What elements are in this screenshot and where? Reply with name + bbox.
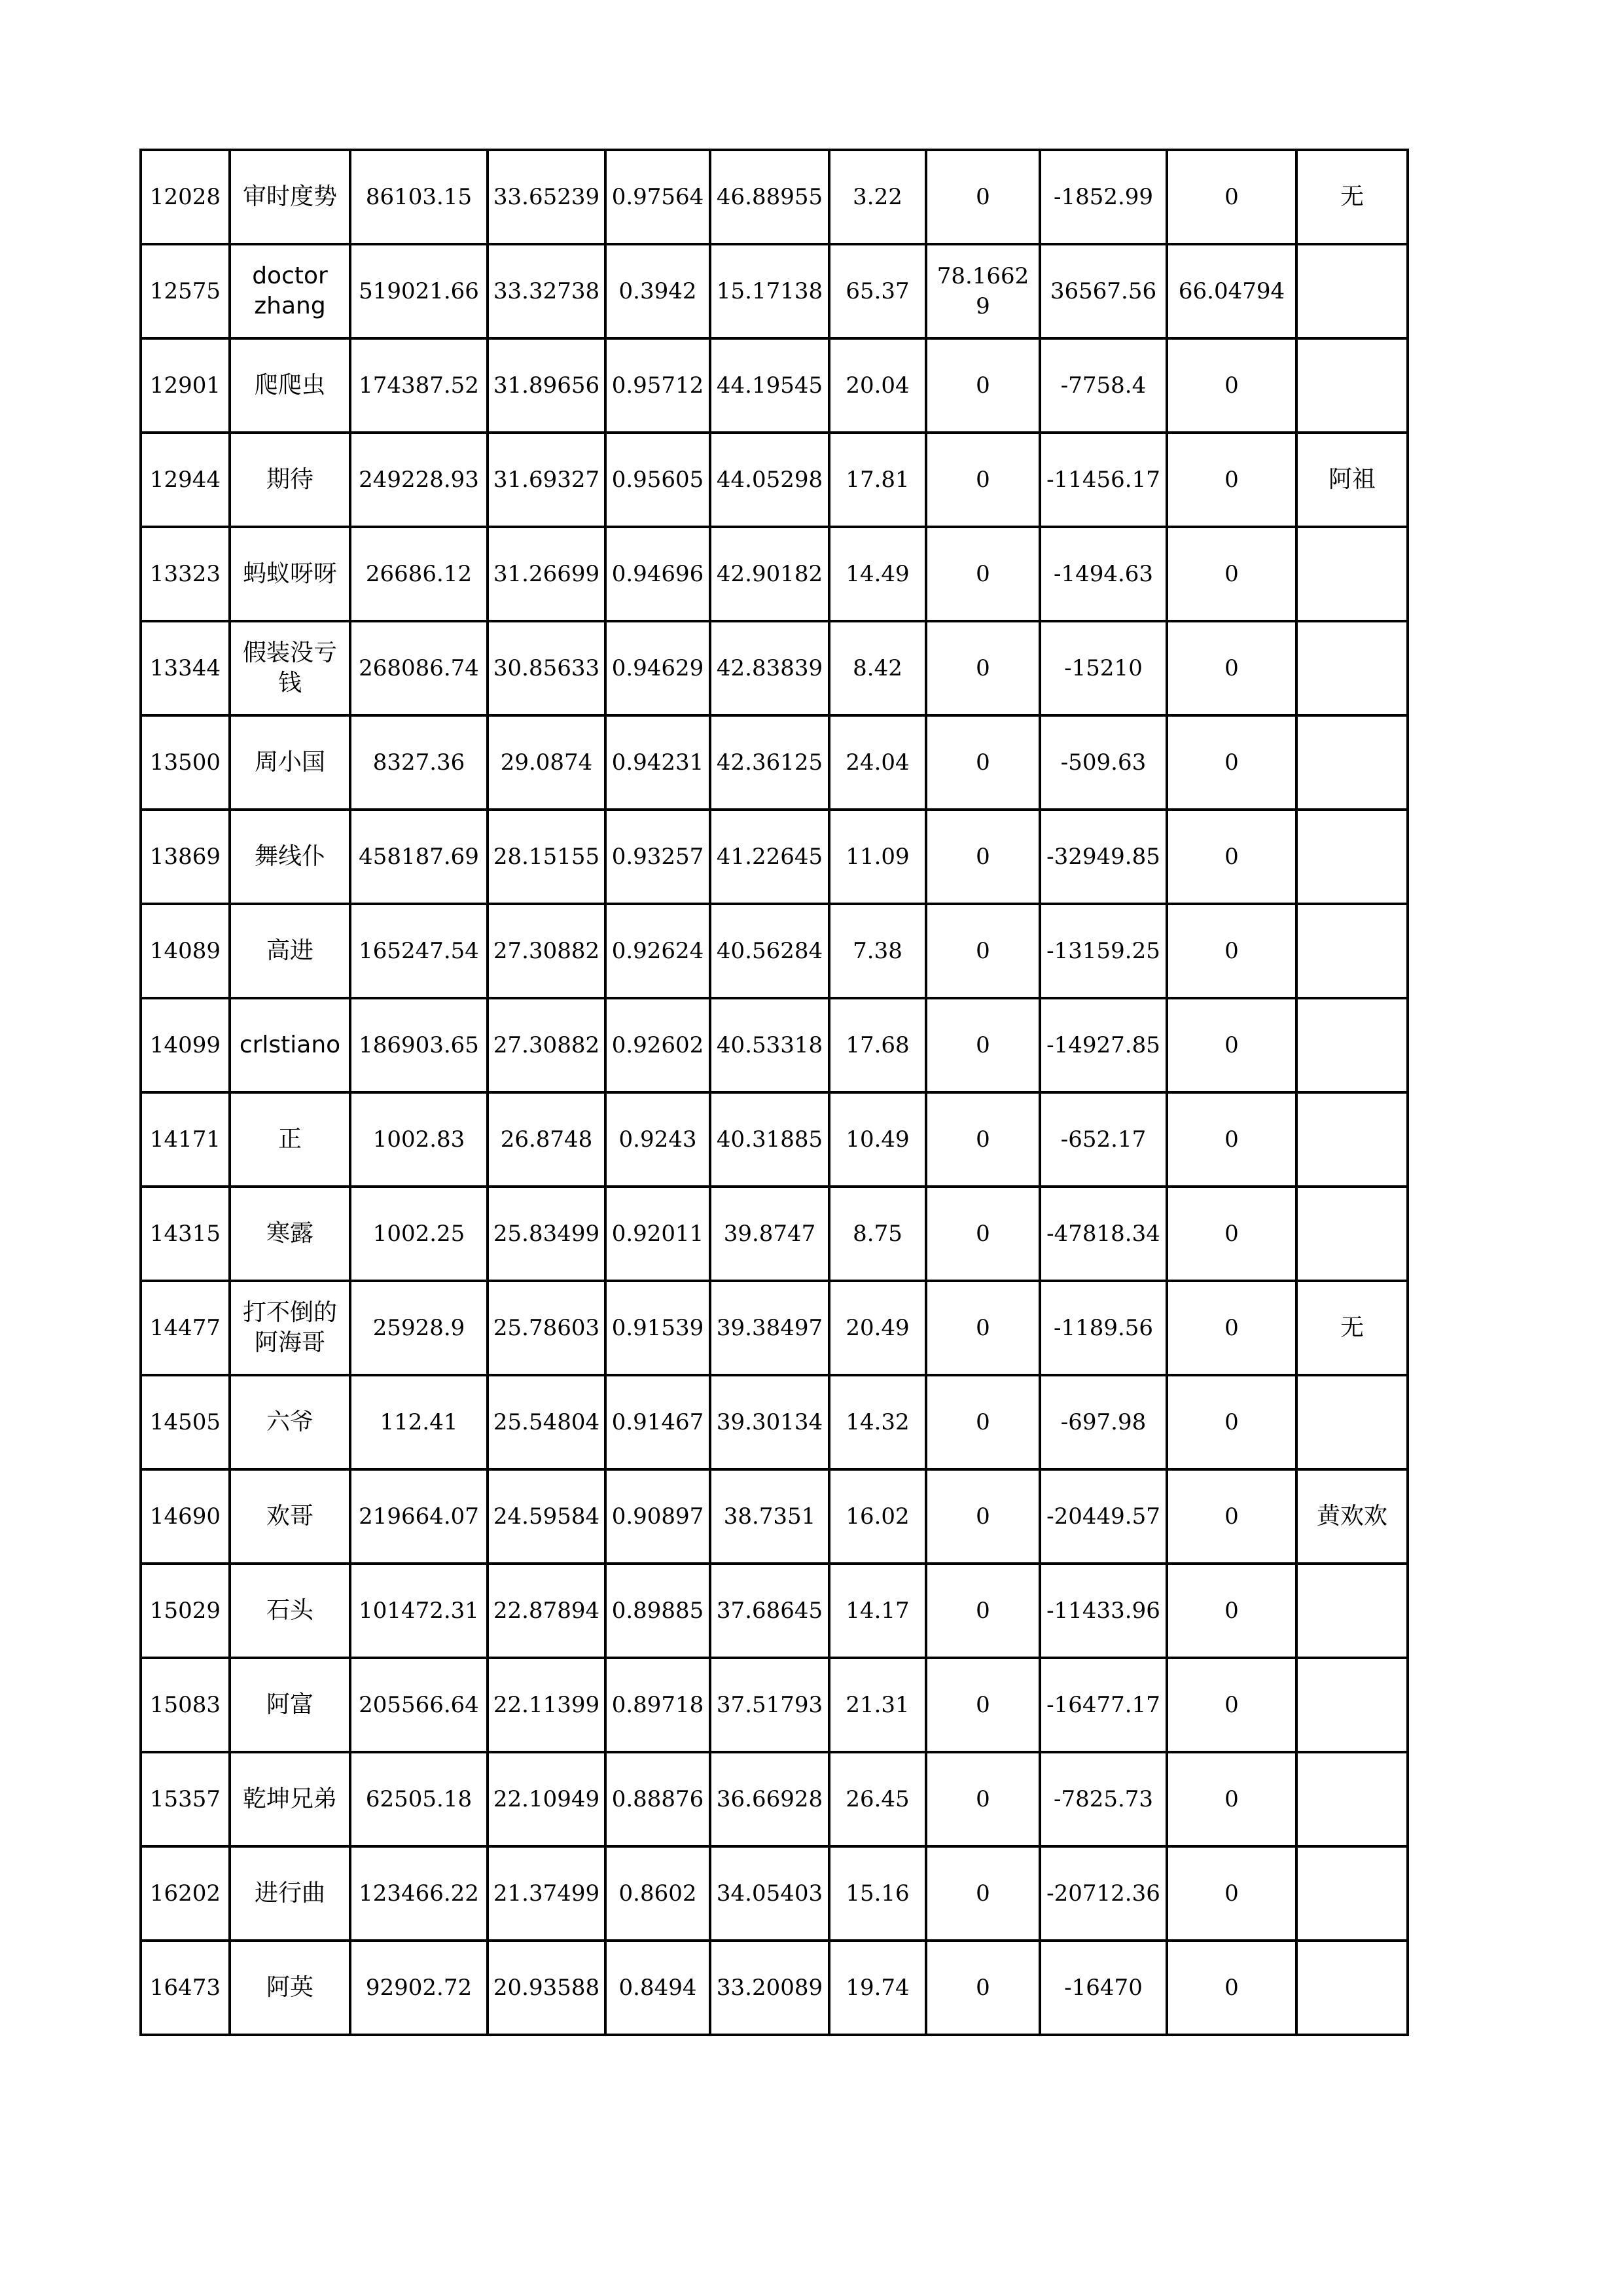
table-row (141, 1469, 1408, 1564)
id-cell: 16473 (141, 1941, 230, 2035)
amount-cell: 25928.9 (350, 1281, 488, 1375)
table-row (141, 433, 1408, 527)
table-row (141, 810, 1408, 904)
id-cell: 14690 (141, 1469, 230, 1564)
balance-cell: -15210 (1040, 621, 1167, 715)
id-cell: 14477 (141, 1281, 230, 1375)
note-cell (1296, 338, 1408, 433)
value-a-cell: 22.10949 (488, 1752, 605, 1846)
table-row (141, 1941, 1408, 2035)
amount-cell: 174387.52 (350, 338, 488, 433)
value-e-cell: 0 (1167, 904, 1296, 998)
value-d-cell: 0 (926, 904, 1040, 998)
id-cell: 14099 (141, 998, 230, 1092)
value-e-cell: 0 (1167, 715, 1296, 810)
value-d-cell: 0 (926, 433, 1040, 527)
value-e-cell: 0 (1167, 1846, 1296, 1941)
balance-cell: -20712.36 (1040, 1846, 1167, 1941)
value-e-cell: 0 (1167, 1092, 1296, 1187)
name-cell: 蚂蚁呀呀 (230, 527, 350, 621)
value-c-cell: 24.04 (829, 715, 926, 810)
value-c-cell: 65.37 (829, 244, 926, 338)
value-a-cell: 27.30882 (488, 904, 605, 998)
name-cell: 进行曲 (230, 1846, 350, 1941)
table-body (141, 150, 1408, 2035)
ratio-cell: 0.89718 (605, 1658, 710, 1752)
balance-cell: 36567.56 (1040, 244, 1167, 338)
value-c-cell: 3.22 (829, 150, 926, 244)
value-a-cell: 26.8748 (488, 1092, 605, 1187)
balance-cell: -1494.63 (1040, 527, 1167, 621)
id-cell: 15083 (141, 1658, 230, 1752)
table-row (141, 1658, 1408, 1752)
value-c-cell: 19.74 (829, 1941, 926, 2035)
name-cell: 打不倒的阿海哥 (230, 1281, 350, 1375)
value-a-cell: 31.69327 (488, 433, 605, 527)
table-row (141, 150, 1408, 244)
value-a-cell: 29.0874 (488, 715, 605, 810)
note-cell (1296, 1375, 1408, 1469)
note-cell: 黄欢欢 (1296, 1469, 1408, 1564)
note-cell (1296, 1846, 1408, 1941)
name-cell: 欢哥 (230, 1469, 350, 1564)
note-cell (1296, 998, 1408, 1092)
table-row (141, 715, 1408, 810)
value-a-cell: 28.15155 (488, 810, 605, 904)
balance-cell: -47818.34 (1040, 1187, 1167, 1281)
value-d-cell: 0 (926, 1469, 1040, 1564)
value-c-cell: 17.68 (829, 998, 926, 1092)
value-e-cell: 0 (1167, 1564, 1296, 1658)
id-cell: 13323 (141, 527, 230, 621)
ratio-cell: 0.94231 (605, 715, 710, 810)
value-a-cell: 22.87894 (488, 1564, 605, 1658)
ratio-cell: 0.89885 (605, 1564, 710, 1658)
ratio-cell: 0.92624 (605, 904, 710, 998)
amount-cell: 165247.54 (350, 904, 488, 998)
value-b-cell: 41.22645 (710, 810, 829, 904)
value-e-cell: 0 (1167, 810, 1296, 904)
name-cell: 高进 (230, 904, 350, 998)
value-d-cell: 0 (926, 998, 1040, 1092)
id-cell: 12028 (141, 150, 230, 244)
value-b-cell: 40.56284 (710, 904, 829, 998)
amount-cell: 1002.25 (350, 1187, 488, 1281)
amount-cell: 101472.31 (350, 1564, 488, 1658)
ratio-cell: 0.88876 (605, 1752, 710, 1846)
note-cell: 无 (1296, 1281, 1408, 1375)
amount-cell: 86103.15 (350, 150, 488, 244)
value-e-cell: 0 (1167, 1469, 1296, 1564)
table-row (141, 1846, 1408, 1941)
id-cell: 14315 (141, 1187, 230, 1281)
value-c-cell: 7.38 (829, 904, 926, 998)
value-a-cell: 24.59584 (488, 1469, 605, 1564)
balance-cell: -652.17 (1040, 1092, 1167, 1187)
value-d-cell: 0 (926, 527, 1040, 621)
balance-cell: -7825.73 (1040, 1752, 1167, 1846)
value-a-cell: 30.85633 (488, 621, 605, 715)
ratio-cell: 0.8602 (605, 1846, 710, 1941)
note-cell (1296, 244, 1408, 338)
ratio-cell: 0.95605 (605, 433, 710, 527)
table-row (141, 338, 1408, 433)
value-d-cell: 0 (926, 810, 1040, 904)
value-c-cell: 14.49 (829, 527, 926, 621)
name-cell: 阿英 (230, 1941, 350, 2035)
amount-cell: 219664.07 (350, 1469, 488, 1564)
balance-cell: -11433.96 (1040, 1564, 1167, 1658)
amount-cell: 26686.12 (350, 527, 488, 621)
value-c-cell: 14.32 (829, 1375, 926, 1469)
balance-cell: -32949.85 (1040, 810, 1167, 904)
name-cell: 阿富 (230, 1658, 350, 1752)
value-b-cell: 39.30134 (710, 1375, 829, 1469)
amount-cell: 205566.64 (350, 1658, 488, 1752)
value-b-cell: 40.53318 (710, 998, 829, 1092)
amount-cell: 123466.22 (350, 1846, 488, 1941)
value-b-cell: 39.38497 (710, 1281, 829, 1375)
value-e-cell: 0 (1167, 338, 1296, 433)
table-row (141, 527, 1408, 621)
value-d-cell: 0 (926, 1564, 1040, 1658)
id-cell: 12944 (141, 433, 230, 527)
balance-cell: -1852.99 (1040, 150, 1167, 244)
ratio-cell: 0.94629 (605, 621, 710, 715)
id-cell: 13500 (141, 715, 230, 810)
note-cell: 无 (1296, 150, 1408, 244)
name-cell: crlstiano (230, 998, 350, 1092)
value-e-cell: 0 (1167, 433, 1296, 527)
value-b-cell: 44.05298 (710, 433, 829, 527)
balance-cell: -16477.17 (1040, 1658, 1167, 1752)
amount-cell: 1002.83 (350, 1092, 488, 1187)
value-b-cell: 40.31885 (710, 1092, 829, 1187)
value-c-cell: 8.75 (829, 1187, 926, 1281)
note-cell (1296, 621, 1408, 715)
note-cell (1296, 1658, 1408, 1752)
value-b-cell: 42.90182 (710, 527, 829, 621)
table-row (141, 1281, 1408, 1375)
balance-cell: -509.63 (1040, 715, 1167, 810)
value-d-cell: 0 (926, 621, 1040, 715)
amount-cell: 186903.65 (350, 998, 488, 1092)
ratio-cell: 0.95712 (605, 338, 710, 433)
table-row (141, 1187, 1408, 1281)
amount-cell: 8327.36 (350, 715, 488, 810)
value-e-cell: 0 (1167, 621, 1296, 715)
value-b-cell: 42.36125 (710, 715, 829, 810)
value-b-cell: 36.66928 (710, 1752, 829, 1846)
value-c-cell: 15.16 (829, 1846, 926, 1941)
value-e-cell: 0 (1167, 998, 1296, 1092)
balance-cell: -697.98 (1040, 1375, 1167, 1469)
value-e-cell: 0 (1167, 1281, 1296, 1375)
value-d-cell: 0 (926, 1658, 1040, 1752)
value-c-cell: 21.31 (829, 1658, 926, 1752)
note-cell (1296, 715, 1408, 810)
amount-cell: 519021.66 (350, 244, 488, 338)
amount-cell: 249228.93 (350, 433, 488, 527)
value-d-cell: 0 (926, 1752, 1040, 1846)
table-row (141, 998, 1408, 1092)
ratio-cell: 0.91539 (605, 1281, 710, 1375)
amount-cell: 268086.74 (350, 621, 488, 715)
value-d-cell: 0 (926, 1281, 1040, 1375)
note-cell (1296, 1564, 1408, 1658)
name-cell: 石头 (230, 1564, 350, 1658)
table-row (141, 1092, 1408, 1187)
name-cell: 六爷 (230, 1375, 350, 1469)
value-a-cell: 33.65239 (488, 150, 605, 244)
note-cell (1296, 810, 1408, 904)
id-cell: 12575 (141, 244, 230, 338)
value-d-cell: 0 (926, 1187, 1040, 1281)
value-c-cell: 14.17 (829, 1564, 926, 1658)
value-b-cell: 15.17138 (710, 244, 829, 338)
id-cell: 14171 (141, 1092, 230, 1187)
name-cell: 假装没亏钱 (230, 621, 350, 715)
table-row (141, 1375, 1408, 1469)
amount-cell: 62505.18 (350, 1752, 488, 1846)
value-d-cell: 0 (926, 1846, 1040, 1941)
value-b-cell: 37.68645 (710, 1564, 829, 1658)
ratio-cell: 0.3942 (605, 244, 710, 338)
name-cell: 正 (230, 1092, 350, 1187)
id-cell: 13869 (141, 810, 230, 904)
value-d-cell: 0 (926, 150, 1040, 244)
ratio-cell: 0.94696 (605, 527, 710, 621)
value-a-cell: 31.89656 (488, 338, 605, 433)
value-e-cell: 0 (1167, 1187, 1296, 1281)
note-cell (1296, 1941, 1408, 2035)
name-cell: doctor zhang (230, 244, 350, 338)
name-cell: 期待 (230, 433, 350, 527)
ratio-cell: 0.97564 (605, 150, 710, 244)
value-c-cell: 16.02 (829, 1469, 926, 1564)
name-cell: 周小国 (230, 715, 350, 810)
id-cell: 14089 (141, 904, 230, 998)
value-a-cell: 25.54804 (488, 1375, 605, 1469)
id-cell: 16202 (141, 1846, 230, 1941)
value-d-cell: 0 (926, 1092, 1040, 1187)
value-e-cell: 0 (1167, 527, 1296, 621)
table-row (141, 904, 1408, 998)
ratio-cell: 0.90897 (605, 1469, 710, 1564)
id-cell: 15357 (141, 1752, 230, 1846)
value-b-cell: 37.51793 (710, 1658, 829, 1752)
id-cell: 13344 (141, 621, 230, 715)
value-c-cell: 26.45 (829, 1752, 926, 1846)
value-c-cell: 10.49 (829, 1092, 926, 1187)
balance-cell: -11456.17 (1040, 433, 1167, 527)
value-a-cell: 31.26699 (488, 527, 605, 621)
ratio-cell: 0.93257 (605, 810, 710, 904)
name-cell: 寒露 (230, 1187, 350, 1281)
value-b-cell: 38.7351 (710, 1469, 829, 1564)
value-d-cell: 78.16629 (926, 244, 1040, 338)
id-cell: 14505 (141, 1375, 230, 1469)
value-a-cell: 33.32738 (488, 244, 605, 338)
note-cell (1296, 527, 1408, 621)
value-c-cell: 8.42 (829, 621, 926, 715)
balance-cell: -13159.25 (1040, 904, 1167, 998)
ratio-cell: 0.9243 (605, 1092, 710, 1187)
value-b-cell: 33.20089 (710, 1941, 829, 2035)
ratio-cell: 0.8494 (605, 1941, 710, 2035)
value-b-cell: 46.88955 (710, 150, 829, 244)
value-e-cell: 0 (1167, 150, 1296, 244)
note-cell (1296, 904, 1408, 998)
note-cell (1296, 1092, 1408, 1187)
value-b-cell: 44.19545 (710, 338, 829, 433)
ratio-cell: 0.91467 (605, 1375, 710, 1469)
amount-cell: 112.41 (350, 1375, 488, 1469)
id-cell: 12901 (141, 338, 230, 433)
balance-cell: -16470 (1040, 1941, 1167, 2035)
balance-cell: -20449.57 (1040, 1469, 1167, 1564)
value-a-cell: 21.37499 (488, 1846, 605, 1941)
value-c-cell: 17.81 (829, 433, 926, 527)
id-cell: 15029 (141, 1564, 230, 1658)
value-c-cell: 20.49 (829, 1281, 926, 1375)
value-e-cell: 0 (1167, 1375, 1296, 1469)
value-a-cell: 22.11399 (488, 1658, 605, 1752)
value-e-cell: 0 (1167, 1941, 1296, 2035)
table-row (141, 621, 1408, 715)
table-row (141, 1564, 1408, 1658)
amount-cell: 458187.69 (350, 810, 488, 904)
value-e-cell: 66.04794 (1167, 244, 1296, 338)
value-c-cell: 11.09 (829, 810, 926, 904)
value-b-cell: 42.83839 (710, 621, 829, 715)
balance-cell: -7758.4 (1040, 338, 1167, 433)
value-d-cell: 0 (926, 1375, 1040, 1469)
value-d-cell: 0 (926, 1941, 1040, 2035)
table-row (141, 244, 1408, 338)
ratio-cell: 0.92602 (605, 998, 710, 1092)
value-e-cell: 0 (1167, 1752, 1296, 1846)
name-cell: 审时度势 (230, 150, 350, 244)
note-cell: 阿祖 (1296, 433, 1408, 527)
value-d-cell: 0 (926, 338, 1040, 433)
value-a-cell: 25.83499 (488, 1187, 605, 1281)
value-b-cell: 34.05403 (710, 1846, 829, 1941)
ratio-cell: 0.92011 (605, 1187, 710, 1281)
value-b-cell: 39.8747 (710, 1187, 829, 1281)
value-d-cell: 0 (926, 715, 1040, 810)
value-c-cell: 20.04 (829, 338, 926, 433)
amount-cell: 92902.72 (350, 1941, 488, 2035)
value-a-cell: 20.93588 (488, 1941, 605, 2035)
balance-cell: -1189.56 (1040, 1281, 1167, 1375)
data-table (139, 149, 1409, 2036)
name-cell: 乾坤兄弟 (230, 1752, 350, 1846)
balance-cell: -14927.85 (1040, 998, 1167, 1092)
value-a-cell: 27.30882 (488, 998, 605, 1092)
note-cell (1296, 1187, 1408, 1281)
name-cell: 舞线仆 (230, 810, 350, 904)
value-a-cell: 25.78603 (488, 1281, 605, 1375)
note-cell (1296, 1752, 1408, 1846)
name-cell: 爬爬虫 (230, 338, 350, 433)
value-e-cell: 0 (1167, 1658, 1296, 1752)
table-row (141, 1752, 1408, 1846)
